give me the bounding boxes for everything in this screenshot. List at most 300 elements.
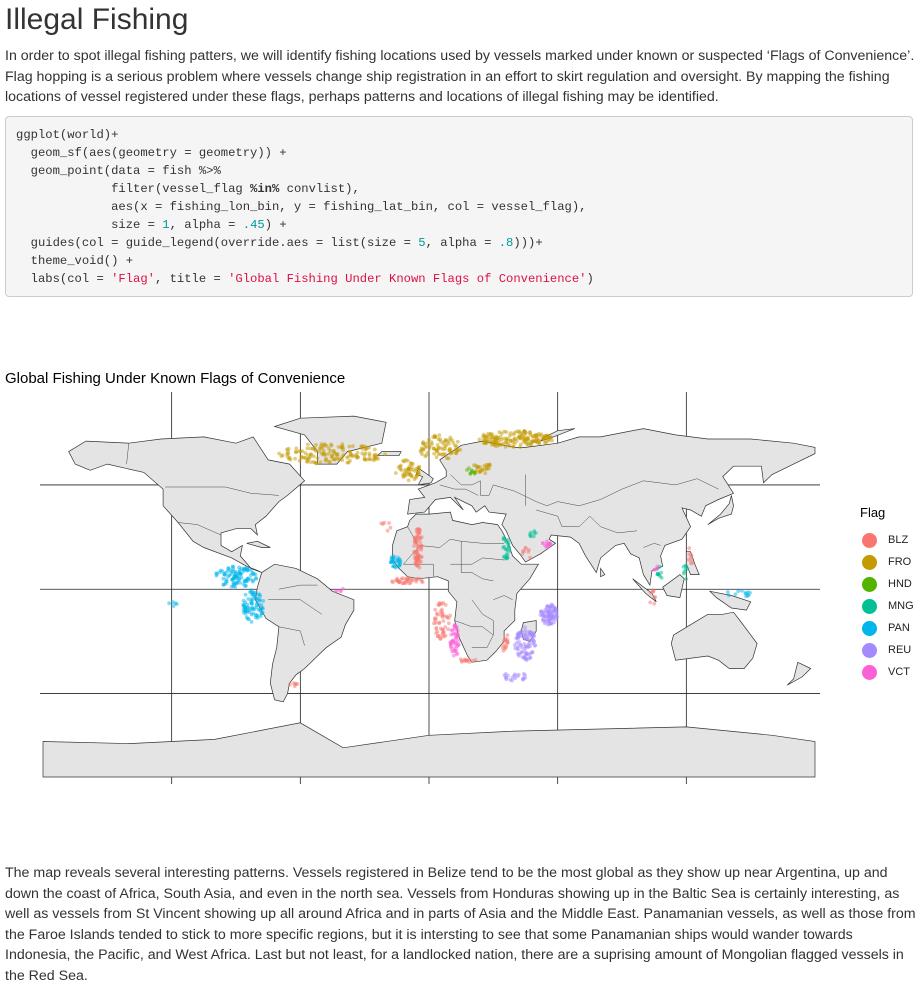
data-point-pan: [232, 583, 236, 587]
data-point-fro: [512, 433, 516, 437]
data-point-reu: [542, 610, 546, 614]
data-point-fro: [319, 444, 323, 448]
legend-item-mng: [862, 595, 914, 617]
data-point-fro: [333, 457, 337, 461]
data-point-fro: [497, 439, 501, 443]
data-point-pan: [252, 607, 256, 611]
data-point-blz: [653, 595, 657, 599]
data-point-pan: [727, 593, 731, 597]
data-point-blz: [524, 547, 528, 551]
data-point-fro: [363, 458, 367, 462]
data-point-fro: [484, 441, 488, 445]
data-point-pan: [254, 577, 258, 581]
data-point-fro: [478, 438, 482, 442]
data-point-fro: [520, 432, 524, 436]
data-point-mng: [684, 564, 688, 568]
data-point-fro: [347, 455, 351, 459]
data-point-pan: [260, 612, 264, 616]
data-point-blz: [386, 529, 390, 533]
legend-item-reu: [862, 639, 914, 661]
data-point-fro: [479, 470, 483, 474]
data-point-fro: [330, 444, 334, 448]
land-borneo: [663, 575, 685, 598]
data-point-blz: [505, 643, 509, 647]
legend-label: HND: [888, 578, 912, 590]
data-point-blz: [381, 522, 385, 526]
data-point-pan: [746, 590, 750, 594]
data-point-fro: [543, 441, 547, 445]
data-point-fro: [486, 432, 490, 436]
data-point-pan: [254, 604, 258, 608]
data-point-mng: [506, 556, 510, 560]
legend-label: MNG: [888, 600, 914, 612]
data-point-pan: [240, 567, 244, 571]
data-point-blz: [406, 580, 410, 584]
data-point-fro: [327, 460, 331, 464]
data-point-blz: [434, 621, 438, 625]
data-point-reu: [523, 631, 527, 635]
data-point-blz: [687, 558, 691, 562]
data-point-blz: [398, 580, 402, 584]
data-point-reu: [548, 609, 552, 613]
legend-key: [862, 621, 877, 636]
data-point-fro: [533, 435, 537, 439]
outro-paragraph: The map reveals several interesting patterns. Vessels registered in Belize tend to be the most global as they show up near Argentina, up and down the coast of Africa, South Asia, and even in the north sea. Vessels from Honduras showing up in the Baltic Sea is certainly interesting, as well as vessels from St Vincent showing up all around Africa and in parts of Asia and the Middle East. Panamanian vessels, as well as those from the Faroe Islands tended to stick to more specific regions, but it is intersting to see that some Panamanian ships would wander towards Indonesia, the Pacific, and West Africa. Last but not least, for a landlocked nation, there are a suprising amount of Mongolian flagged vessels in the Red Sea.: [5, 865, 916, 984]
data-point-blz: [442, 619, 446, 623]
data-point-reu: [512, 674, 516, 678]
data-point-fro: [515, 430, 519, 434]
data-point-fro: [361, 447, 365, 451]
data-point-fro: [500, 432, 504, 436]
data-point-pan: [258, 594, 262, 598]
data-point-blz: [416, 544, 420, 548]
data-point-fro: [511, 445, 515, 449]
data-point-reu: [544, 615, 548, 619]
code-token: ): [586, 272, 594, 286]
data-point-pan: [245, 615, 249, 619]
data-point-hnd: [467, 466, 471, 470]
data-point-vct: [454, 650, 458, 654]
data-point-pan: [243, 601, 247, 605]
data-point-pan: [255, 614, 259, 618]
data-point-blz: [419, 555, 423, 559]
data-point-fro: [303, 456, 307, 460]
data-point-mng: [529, 534, 533, 538]
data-point-reu: [503, 673, 507, 677]
data-point-blz: [433, 608, 437, 612]
data-point-blz: [416, 535, 420, 539]
data-point-fro: [484, 435, 488, 439]
data-point-reu: [522, 642, 526, 646]
code-line: [16, 182, 360, 196]
code-token: , title =: [154, 272, 229, 286]
data-point-fro: [331, 454, 335, 458]
data-point-reu: [531, 642, 535, 646]
data-point-fro: [314, 449, 318, 453]
code-block[interactable]: [5, 116, 913, 297]
data-point-fro: [332, 450, 336, 454]
data-point-pan: [726, 590, 730, 594]
code-token: ggplot(world)+: [16, 128, 119, 142]
data-point-pan: [231, 565, 235, 569]
data-point-fro: [437, 433, 441, 437]
chart-title: Global Fishing Under Known Flags of Convenience: [5, 370, 346, 387]
page-title: Illegal Fishing: [5, 3, 189, 36]
data-point-mng: [507, 545, 511, 549]
data-point-fro: [438, 452, 442, 456]
legend-item-blz: [862, 529, 914, 551]
data-point-blz: [389, 526, 393, 530]
data-point-fro: [504, 430, 508, 434]
data-point-fro: [383, 452, 387, 456]
data-point-fro: [522, 429, 526, 433]
data-point-blz: [414, 577, 418, 581]
data-point-blz: [460, 659, 464, 663]
data-point-pan: [390, 559, 394, 563]
data-point-fro: [347, 461, 351, 465]
legend-key: [862, 533, 877, 548]
data-point-fro: [304, 451, 308, 455]
data-point-blz: [295, 682, 299, 686]
data-point-pan: [261, 606, 265, 610]
data-point-reu: [549, 615, 553, 619]
data-point-blz: [414, 538, 418, 542]
data-point-fro: [375, 453, 379, 457]
data-point-fro: [522, 436, 526, 440]
land-australia: [671, 612, 757, 668]
code-token: filter(vessel_flag: [16, 182, 251, 196]
data-point-pan: [215, 574, 219, 578]
data-point-fro: [300, 456, 304, 460]
legend-label: BLZ: [888, 534, 909, 546]
data-point-blz: [415, 558, 419, 562]
data-point-pan: [172, 604, 176, 608]
data-point-blz: [501, 646, 505, 650]
data-point-blz: [391, 581, 395, 585]
code-token: 'Flag': [111, 272, 155, 286]
data-point-fro: [513, 437, 517, 441]
data-point-mng: [682, 572, 686, 576]
data-point-pan: [221, 577, 225, 581]
data-point-reu: [510, 679, 514, 683]
data-point-vct: [455, 645, 459, 649]
code-token: labs(col =: [16, 272, 112, 286]
data-point-fro: [434, 448, 438, 452]
data-point-fro: [499, 443, 503, 447]
data-point-vct: [339, 589, 343, 593]
legend-label: VCT: [888, 666, 910, 678]
code-line: [16, 200, 586, 214]
data-point-fro: [456, 440, 460, 444]
data-point-fro: [494, 437, 498, 441]
data-point-vct: [450, 647, 454, 651]
data-point-blz: [528, 556, 532, 560]
data-point-pan: [252, 593, 256, 597]
data-point-fro: [306, 443, 310, 447]
data-point-mng: [658, 574, 662, 578]
data-point-pan: [740, 589, 744, 593]
data-point-pan: [734, 592, 738, 596]
code-token: , alpha =: [425, 236, 499, 250]
data-point-pan: [243, 606, 247, 610]
data-point-fro: [360, 451, 364, 455]
data-point-reu: [520, 629, 524, 633]
data-point-pan: [244, 593, 248, 597]
data-point-blz: [439, 609, 443, 613]
data-point-reu: [540, 614, 544, 618]
data-point-pan: [167, 601, 171, 605]
code-token: size =: [16, 218, 163, 232]
data-point-fro: [348, 450, 352, 454]
data-point-reu: [523, 626, 527, 630]
data-point-fro: [316, 456, 320, 460]
code-token: 'Global Fishing Under Known Flags of Convenience': [228, 272, 587, 286]
data-point-fro: [502, 437, 506, 441]
data-point-blz: [440, 602, 444, 606]
data-point-blz: [435, 626, 439, 630]
data-point-pan: [249, 578, 253, 582]
data-point-fro: [424, 453, 428, 457]
data-point-blz: [415, 550, 419, 554]
data-point-fro: [293, 457, 297, 461]
data-point-reu: [516, 632, 520, 636]
data-point-blz: [288, 683, 292, 687]
data-point-pan: [744, 594, 748, 598]
data-point-reu: [521, 655, 525, 659]
code-token: ) +: [264, 218, 287, 232]
data-point-pan: [249, 573, 253, 577]
data-point-blz: [420, 535, 424, 539]
data-point-fro: [549, 436, 553, 440]
data-point-hnd: [469, 472, 473, 476]
data-point-pan: [254, 573, 258, 577]
data-point-blz: [435, 612, 439, 616]
code-token: guides(col = guide_legend(override.aes = list(size =: [16, 236, 419, 250]
data-point-blz: [442, 635, 446, 639]
data-point-fro: [503, 441, 507, 445]
legend-key: [862, 599, 877, 614]
data-point-fro: [541, 437, 545, 441]
data-point-fro: [430, 440, 434, 444]
data-point-pan: [392, 565, 396, 569]
data-point-pan: [396, 561, 400, 565]
data-point-vct: [334, 589, 338, 593]
data-point-fro: [426, 441, 430, 445]
data-point-blz: [387, 521, 391, 525]
data-point-fro: [519, 436, 523, 440]
data-point-pan: [222, 583, 226, 587]
data-point-fro: [526, 436, 530, 440]
data-point-blz: [412, 544, 416, 548]
data-point-pan: [218, 571, 222, 575]
data-point-vct: [453, 628, 457, 632]
data-point-fro: [398, 467, 402, 471]
code-token: theme_void() +: [16, 254, 134, 268]
legend-item-fro: [862, 551, 914, 573]
data-point-pan: [233, 575, 237, 579]
data-point-blz: [436, 630, 440, 634]
data-point-reu: [525, 653, 529, 657]
data-point-fro: [519, 443, 523, 447]
data-point-fro: [305, 447, 309, 451]
data-point-blz: [474, 658, 478, 662]
data-point-fro: [340, 444, 344, 448]
code-token: aes(x = fishing_lon_bin, y = fishing_lat_bin, col = vessel_flag),: [16, 200, 587, 214]
data-point-fro: [368, 452, 372, 456]
data-point-reu: [520, 646, 524, 650]
data-point-reu: [525, 637, 529, 641]
data-point-fro: [483, 471, 487, 475]
data-point-fro: [444, 443, 448, 447]
code-line: [16, 164, 221, 178]
legend-label: FRO: [888, 556, 912, 568]
data-point-fro: [373, 448, 377, 452]
data-point-reu: [515, 641, 519, 645]
data-point-vct: [452, 654, 456, 658]
data-point-blz: [505, 640, 509, 644]
data-point-reu: [528, 631, 532, 635]
data-point-blz: [415, 530, 419, 534]
data-point-pan: [396, 556, 400, 560]
data-point-blz: [447, 621, 451, 625]
data-point-blz: [649, 591, 653, 595]
data-point-fro: [399, 464, 403, 468]
data-point-fro: [508, 439, 512, 443]
data-point-fro: [485, 466, 489, 470]
data-point-blz: [448, 614, 452, 618]
data-point-blz: [506, 633, 510, 637]
data-point-fro: [420, 446, 424, 450]
data-point-fro: [320, 452, 324, 456]
data-point-fro: [451, 451, 455, 455]
land-iceland: [378, 452, 402, 456]
data-point-fro: [340, 458, 344, 462]
code-token: .8: [498, 236, 514, 250]
data-point-fro: [499, 435, 503, 439]
land-north-america: [69, 437, 305, 573]
data-point-fro: [307, 457, 311, 461]
data-point-pan: [244, 584, 248, 588]
data-point-blz: [690, 554, 694, 558]
data-point-fro: [309, 447, 313, 451]
data-point-vct: [655, 565, 659, 569]
data-point-fro: [373, 457, 377, 461]
data-point-fro: [401, 459, 405, 463]
data-point-reu: [516, 648, 520, 652]
data-point-pan: [736, 589, 740, 593]
code-token: convlist),: [279, 182, 360, 196]
data-point-blz: [526, 550, 530, 554]
data-point-fro: [490, 435, 494, 439]
data-point-fro: [318, 460, 322, 464]
intro-paragraph: In order to spot illegal fishing patters, we will identify fishing locations used by vessels marked under known or suspected ‘Flags of Convenience’. Flag hopping is a serious problem where vessels change ship registration in an effort to skirt regulation and oversight. By mapping the fishing locations of vessel registered under these flags, perhaps patterns and locations of illegal fishing may be identified.: [5, 48, 915, 105]
data-point-fro: [448, 438, 452, 442]
data-point-fro: [487, 463, 491, 467]
data-point-reu: [551, 605, 555, 609]
data-point-pan: [236, 579, 240, 583]
data-point-fro: [407, 478, 411, 482]
data-point-pan: [242, 611, 246, 615]
data-point-fro: [410, 474, 414, 478]
data-point-blz: [441, 631, 445, 635]
legend-key: [862, 643, 877, 658]
data-point-fro: [348, 445, 352, 449]
legend-item-vct: [862, 661, 914, 683]
code-token: )))+: [513, 236, 543, 250]
data-point-pan: [224, 571, 228, 575]
data-point-fro: [490, 443, 494, 447]
world-map-chart: [40, 392, 820, 784]
data-point-reu: [517, 654, 521, 658]
legend-key: [862, 577, 877, 592]
data-point-vct: [457, 639, 461, 643]
data-point-fro: [413, 477, 417, 481]
data-point-fro: [408, 465, 412, 469]
data-point-vct: [450, 629, 454, 633]
data-point-mng: [502, 545, 506, 549]
data-point-blz: [418, 540, 422, 544]
legend-label: REU: [888, 644, 912, 656]
data-point-mng: [508, 549, 512, 553]
data-point-blz: [690, 561, 694, 565]
data-point-fro: [335, 452, 339, 456]
land-cuba: [247, 541, 271, 547]
data-point-blz: [437, 621, 441, 625]
data-point-fro: [309, 453, 313, 457]
data-point-fro: [421, 440, 425, 444]
legend-label: PAN: [888, 622, 910, 634]
data-point-mng: [684, 577, 688, 581]
data-point-pan: [175, 602, 179, 606]
code-line: [16, 128, 118, 142]
legend: [862, 529, 914, 683]
data-point-vct: [652, 568, 656, 572]
data-point-fro: [435, 455, 439, 459]
data-point-reu: [529, 651, 533, 655]
data-point-vct: [455, 635, 459, 639]
data-point-fro: [356, 451, 360, 455]
data-point-pan: [251, 612, 255, 616]
data-point-fro: [314, 443, 318, 447]
data-point-reu: [546, 604, 550, 608]
data-point-fro: [281, 453, 285, 457]
data-point-vct: [453, 624, 457, 628]
legend-title: Flag: [860, 505, 886, 520]
data-point-blz: [652, 602, 656, 606]
data-point-reu: [544, 620, 548, 624]
data-point-fro: [394, 471, 398, 475]
data-point-pan: [250, 597, 254, 601]
data-point-fro: [455, 444, 459, 448]
code-line: [16, 146, 287, 160]
data-point-fro: [455, 449, 459, 453]
data-point-blz: [446, 627, 450, 631]
data-point-fro: [323, 442, 327, 446]
data-point-blz: [436, 603, 440, 607]
data-point-pan: [243, 580, 247, 584]
data-point-mng: [534, 531, 538, 535]
code-token: 1: [162, 218, 170, 232]
data-point-vct: [449, 640, 453, 644]
data-point-fro: [439, 446, 443, 450]
code-token: 5: [418, 236, 426, 250]
data-point-blz: [414, 562, 418, 566]
data-point-pan: [250, 620, 254, 624]
legend-key: [862, 665, 877, 680]
data-point-fro: [528, 430, 532, 434]
data-point-fro: [417, 470, 421, 474]
legend-item-pan: [862, 617, 914, 639]
